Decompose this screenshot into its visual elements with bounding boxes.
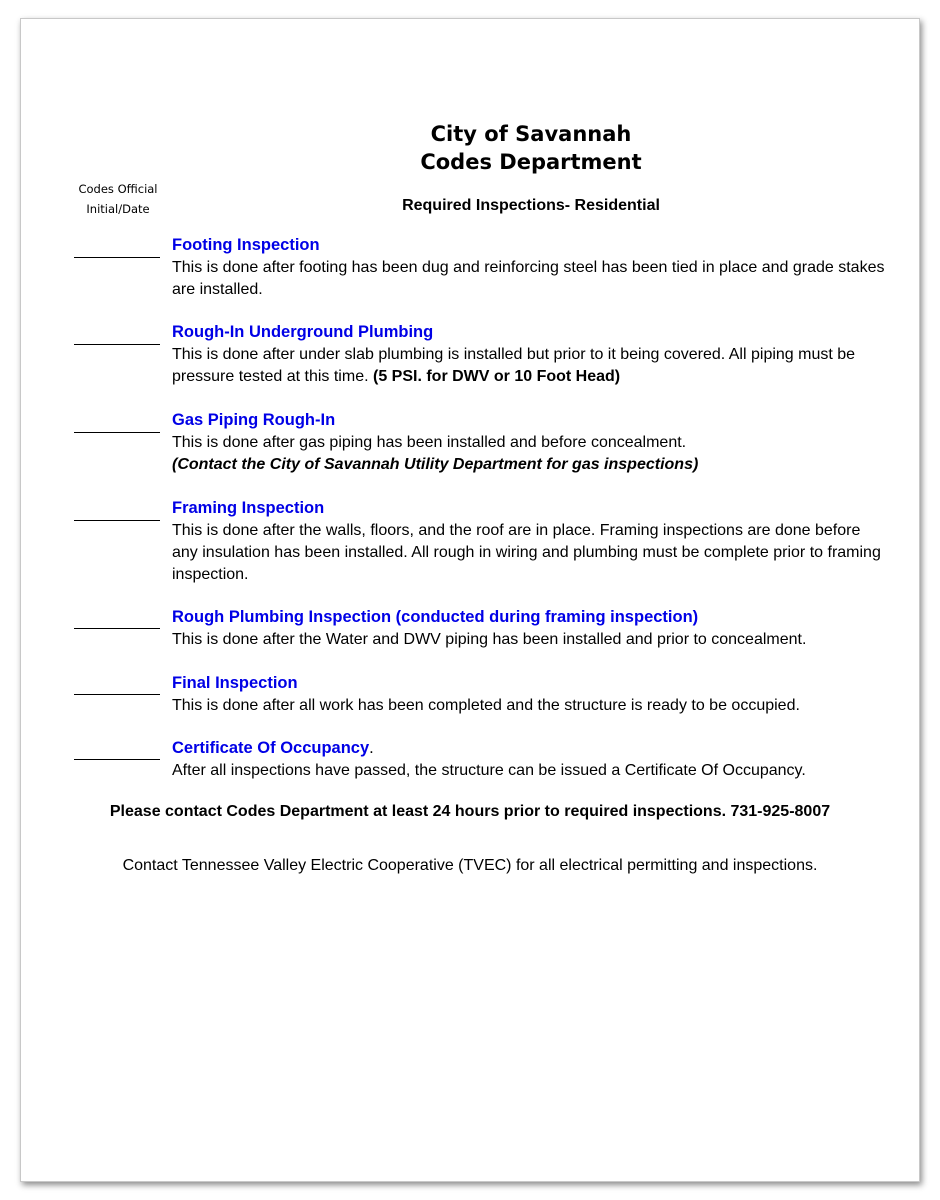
inspection-pressure-note: (5 PSI. for DWV or 10 Foot Head) <box>372 368 621 385</box>
page-subtitle: Required Inspections- Residential <box>402 197 660 214</box>
codes-official-line1: Codes Official <box>78 182 158 196</box>
inspection-text: After all inspections have passed, the structure can be issued a Certificate Of Occupancy. <box>172 762 806 779</box>
inspection-heading: Footing Inspection <box>172 236 320 254</box>
codes-official-label <box>71 179 165 219</box>
document-page <box>20 18 920 1182</box>
inspection-text: This is done after under slab plumbing is installed but prior to it being covered. All piping must be pressure tested at this time. <box>172 346 856 385</box>
inspection-heading: Framing Inspection <box>172 499 325 517</box>
inspection-text: This is done after the Water and DWV piping has been installed and prior to concealment. <box>172 631 807 648</box>
inspection-description <box>172 629 887 651</box>
inspection-heading: Rough-In Underground Plumbing <box>172 323 434 341</box>
page-title-department: Codes Department <box>420 150 642 174</box>
inspection-heading <box>172 739 374 758</box>
page-title-city: City of Savannah <box>430 122 632 146</box>
inspection-heading-period: . <box>369 739 374 757</box>
inspection-gas-note: (Contact the City of Savannah Utility Department for gas inspections) <box>172 456 699 473</box>
initial-date-line[interactable] <box>74 628 160 629</box>
codes-official-line2: Initial/Date <box>86 202 150 216</box>
inspection-description <box>172 344 887 388</box>
contact-notice: Please contact Codes Department at least 24 hours prior to required inspections. 731-925-8007 <box>109 803 831 820</box>
inspection-description <box>172 432 887 476</box>
inspection-description <box>172 257 887 301</box>
inspection-heading: Rough Plumbing Inspection (conducted during framing inspection) <box>172 608 699 626</box>
inspection-heading: Final Inspection <box>172 674 298 692</box>
initial-date-line[interactable] <box>74 759 160 760</box>
inspection-text: This is done after all work has been completed and the structure is ready to be occupied. <box>172 697 800 714</box>
inspection-description <box>172 695 887 717</box>
initial-date-line[interactable] <box>74 432 160 433</box>
inspection-description <box>172 520 887 586</box>
inspection-heading: Gas Piping Rough-In <box>172 411 336 429</box>
initial-date-line[interactable] <box>74 694 160 695</box>
inspection-text: This is done after gas piping has been installed and before concealment. <box>172 434 687 451</box>
tvec-notice: Contact Tennessee Valley Electric Cooperative (TVEC) for all electrical permitting and inspections. <box>122 857 818 874</box>
initial-date-line[interactable] <box>74 520 160 521</box>
inspection-description <box>172 760 887 782</box>
initial-date-line[interactable] <box>74 344 160 345</box>
initial-date-line[interactable] <box>74 257 160 258</box>
inspection-text: This is done after footing has been dug and reinforcing steel has been tied in place and grade stakes are installed. <box>172 259 885 298</box>
inspection-text: This is done after the walls, floors, and the roof are in place. Framing inspections are done before any insulation has been installed. All rough in wiring and plumbing must be complete prior to framing inspection. <box>172 522 881 583</box>
inspection-heading-text: Certificate Of Occupancy <box>172 739 370 757</box>
